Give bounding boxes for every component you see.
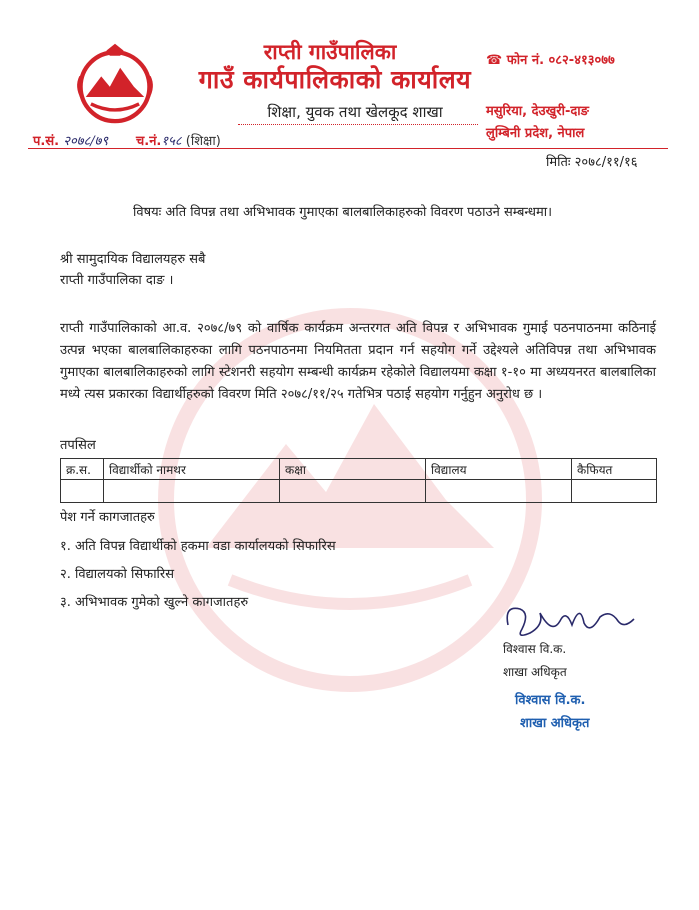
address-line-1: मसुरिया, देउखुरी-दाङ bbox=[486, 104, 589, 119]
letter-date: मितिः २०७८/११/१६ bbox=[546, 155, 638, 170]
document-item-1: १. अति विपन्न विद्यार्थीको हकमा वडा कार्यालयको सिफारिस bbox=[60, 539, 336, 554]
table-header-row bbox=[61, 459, 657, 480]
letter-subject: विषयः अति विपन्न तथा अभिभावक गुमाएका बालबालिकाहरुको विवरण पठाउने सम्बन्धमा। bbox=[133, 205, 553, 220]
dispatch-dept: (शिक्षा) bbox=[185, 134, 221, 149]
table-row bbox=[61, 480, 657, 503]
table-cell bbox=[426, 480, 572, 503]
table-cell bbox=[61, 480, 104, 503]
header-remarks: कैफियत bbox=[572, 459, 657, 480]
addressee-line-2: राप्ती गाउँपालिका दाङ । bbox=[60, 273, 174, 288]
table-cell bbox=[104, 480, 280, 503]
reference-label: प.सं. bbox=[33, 134, 60, 149]
reference-number bbox=[33, 131, 108, 149]
letter-body: राप्ती गाउँपालिकाको आ.व. २०७८/७९ को वार्षिक कार्यक्रम अन्तरगत अति विपन्न र अभिभावक गुमाई पठनपाठनमा कठिनाई उत्पन्न भएका बालबालिकाहरुका लागि पठनपाठनमा नियमितता प्रदान गर्न सहयोग गर्ने उद्देश्यले अतिविपन्न तथा अभिभावक गुमाएका बालबालिकाहरुको लागि स्टेशनरी सहयोग सम्बन्धी कार्यक्रम रहेकोले विद्यालयमा कक्षा १-१० मा अध्ययनरत बालबालिका मध्ये त्यस प्रकारका विद्यार्थीहरुको विवरण मिति २०७८/११/२५ गतेभित्र पठाई सहयोग गर्नुहुन अनुरोध छ । bbox=[60, 321, 656, 402]
phone-number: ☎ फोन नं. ०८२-४१३०७७ bbox=[486, 53, 615, 68]
header-student-name: विद्यार्थीको नामथर bbox=[104, 459, 280, 480]
document-item-3: ३. अभिभावक गुमेको खुल्ने कागजातहरु bbox=[60, 595, 249, 610]
addressee-line-1: श्री सामुदायिक विद्यालयहरु सबै bbox=[60, 252, 206, 267]
signer-name: विश्वास वि.क. bbox=[503, 642, 567, 656]
signer-title: शाखा अधिकृत bbox=[503, 665, 567, 679]
stamp-name: विश्वास वि.क. bbox=[515, 693, 586, 708]
dispatch-number bbox=[136, 131, 221, 149]
address-line-2: लुम्बिनी प्रदेश, नेपाल bbox=[486, 126, 585, 141]
header-class: कक्षा bbox=[280, 459, 426, 480]
document-item-2: २. विद्यालयको सिफारिस bbox=[60, 567, 175, 582]
table-cell bbox=[572, 480, 657, 503]
municipality-name: राप्ती गाउँपालिका bbox=[263, 40, 397, 64]
dispatch-label: च.नं. bbox=[136, 134, 162, 149]
header-school: विद्यालय bbox=[426, 459, 572, 480]
branch-name: शिक्षा, युवक तथा खेलकूद शाखा bbox=[267, 103, 443, 121]
reference-value: २०७८/७९ bbox=[63, 134, 109, 149]
table-cell bbox=[280, 480, 426, 503]
signature-icon bbox=[500, 595, 640, 645]
office-name: गाउँ कार्यपालिकाको कार्यालय bbox=[198, 65, 472, 94]
header-divider bbox=[28, 148, 668, 149]
nepal-emblem-icon bbox=[72, 42, 158, 128]
details-heading: तपसिल bbox=[60, 438, 96, 453]
header-serial: क्र.स. bbox=[61, 459, 104, 480]
documents-heading: पेश गर्ने कागजातहरु bbox=[60, 510, 155, 525]
branch-dotted-line bbox=[238, 124, 478, 125]
dispatch-value: १५८ bbox=[161, 134, 182, 149]
details-table bbox=[60, 458, 657, 503]
stamp-title: शाखा अधिकृत bbox=[520, 716, 590, 731]
